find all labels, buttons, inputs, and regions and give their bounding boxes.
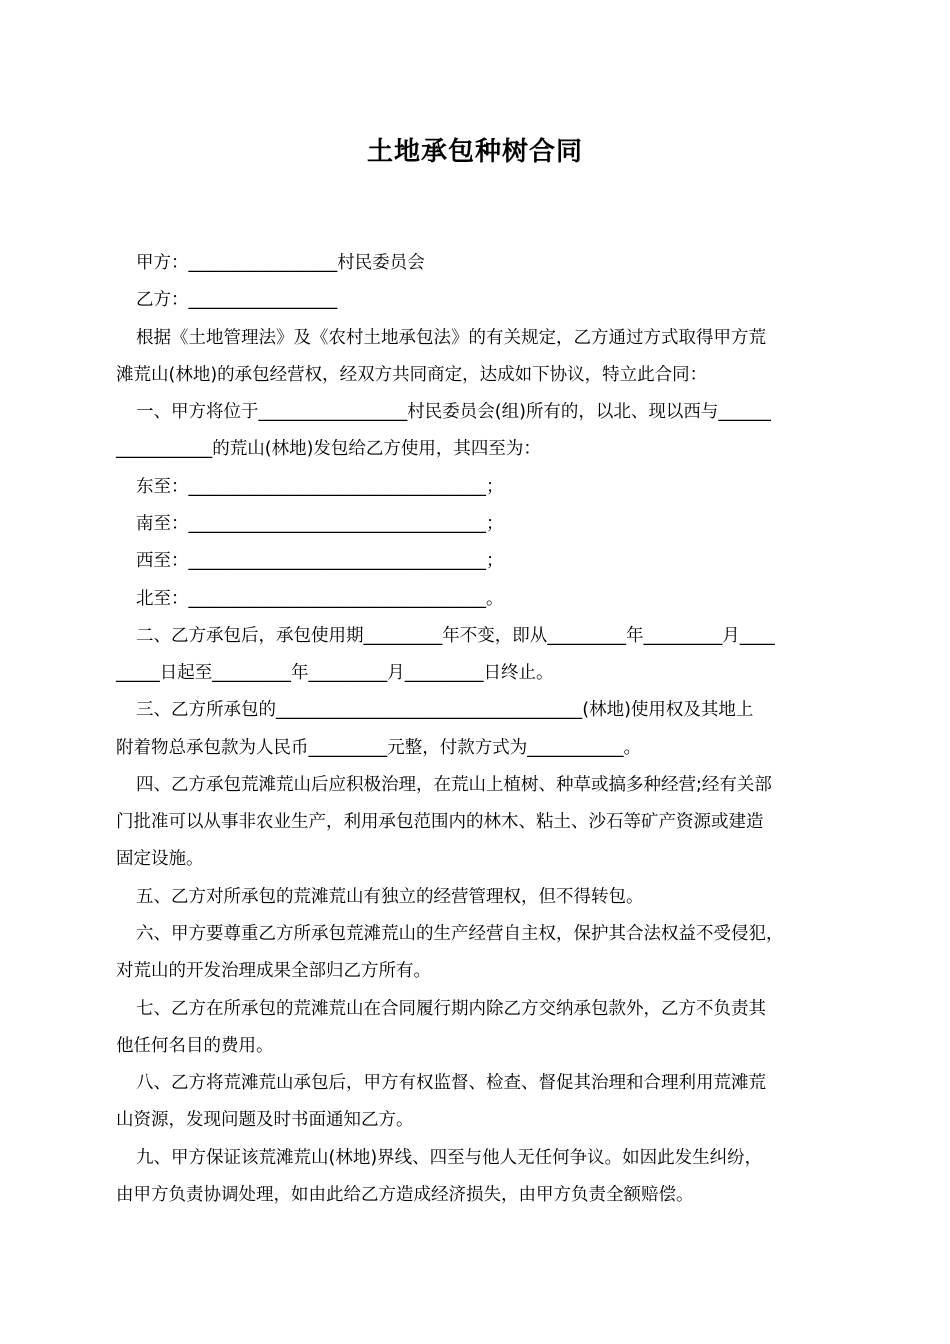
boundary-north: 北至：__________________________________。 (136, 589, 504, 609)
clause-3-line-2: 附着物总承包款为人民币_________元整，付款方式为___________。 (116, 738, 641, 758)
clause-2-line-2: _____日起至_________年_________月_________日终止。 (116, 663, 554, 683)
boundary-east: 东至：__________________________________； (136, 477, 504, 497)
boundary-west: 西至：__________________________________； (136, 551, 504, 571)
clause-8-line-2: 山资源，发现问题及时书面通知乙方。 (116, 1110, 414, 1130)
clause-6-line-2: 对荒山的开发治理成果全部归乙方所有。 (116, 961, 431, 981)
boundary-south: 南至：__________________________________； (136, 514, 504, 534)
clause-4-line-2: 门批准可以从事非农业生产，利用承包范围内的林木、粘土、沙石等矿产资源或建造 (116, 812, 764, 832)
clause-3-line-1: 三、乙方所承包的___________________________________(林地)使用权及其地上 (136, 700, 754, 720)
clause-5-line-1: 五、乙方对所承包的荒滩荒山有独立的经营管理权，但不得转包。 (136, 887, 644, 907)
clause-6-line-1: 六、甲方要尊重乙方所承包荒滩荒山的生产经营自主权，保护其合法权益不受侵犯， (136, 924, 784, 944)
clause-4-line-3: 固定设施。 (116, 849, 204, 869)
preamble-line-2: 滩荒山(林地)的承包经营权，经双方共同商定，达成如下协议，特立此合同： (116, 365, 708, 385)
clause-9-line-1: 九、甲方保证该荒滩荒山(林地)界线、四至与他人无任何争议。如因此发生纠纷， (136, 1148, 763, 1168)
party-a-line: 甲方：_________________村民委员会 (136, 253, 425, 273)
clause-9-line-2: 由甲方负责协调处理，如由此给乙方造成经济损失，由甲方负责全额赔偿。 (116, 1185, 694, 1205)
clause-2-line-1: 二、乙方承包后，承包使用期_________年不变，即从_________年_________月____ (136, 626, 775, 646)
clause-1-line-1: 一、甲方将位于_________________村民委员会(组)所有的，以北、现以西与______ (136, 402, 771, 422)
party-b-line: 乙方：_________________ (136, 290, 338, 310)
preamble-line-1: 根据《土地管理法》及《农村土地承包法》的有关规定，乙方通过方式取得甲方荒 (136, 328, 766, 348)
clause-4-line-1: 四、乙方承包荒滩荒山后应积极治理，在荒山上植树、种草或搞多种经营;经有关部 (136, 775, 772, 795)
clause-1-line-2: ___________的荒山(林地)发包给乙方使用，其四至为： (116, 439, 541, 459)
document-title: 土地承包种树合同 (366, 137, 583, 167)
clause-7-line-2: 他任何名目的费用。 (116, 1036, 274, 1056)
clause-7-line-1: 七、乙方在所承包的荒滩荒山在合同履行期内除乙方交纳承包款外，乙方不负责其 (136, 999, 766, 1019)
clause-8-line-1: 八、乙方将荒滩荒山承包后，甲方有权监督、检查、督促其治理和合理利用荒滩荒 (136, 1073, 766, 1093)
